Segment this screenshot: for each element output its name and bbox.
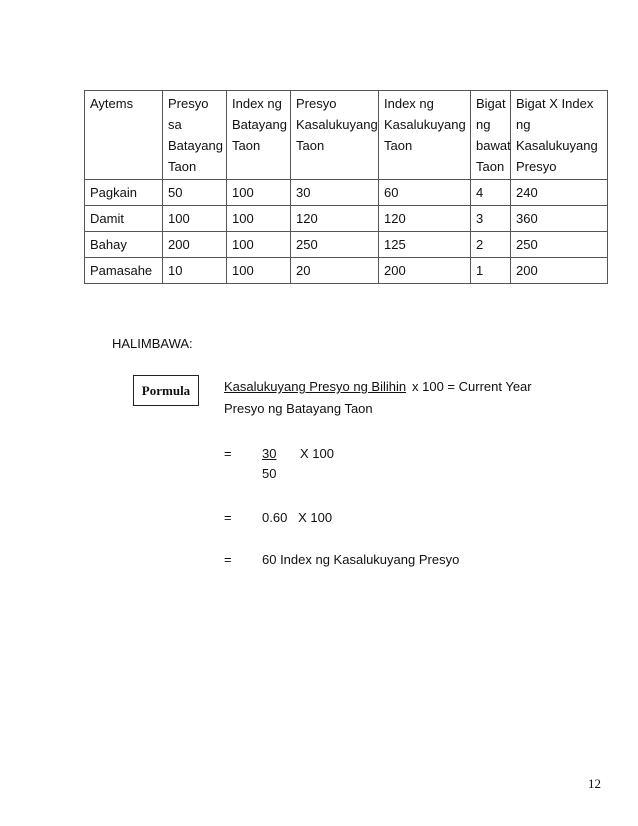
table-cell: 100 — [227, 206, 291, 232]
table-cell: 240 — [511, 180, 608, 206]
table-row — [85, 206, 608, 232]
step1-multiplier: X 100 — [300, 446, 334, 461]
table-cell: 200 — [379, 258, 471, 284]
table-cell: 100 — [227, 232, 291, 258]
table-cell: Pagkain — [85, 180, 163, 206]
example-heading: HALIMBAWA: — [112, 336, 193, 351]
table-cell: 360 — [511, 206, 608, 232]
formula-denominator: Presyo ng Batayang Taon — [224, 401, 373, 416]
step3-text: 60 Index ng Kasalukuyang Presyo — [262, 552, 460, 567]
step3-equals: = — [224, 552, 232, 567]
step2-equals: = — [224, 510, 232, 525]
formula-label-box — [133, 375, 199, 406]
table-cell: 250 — [511, 232, 608, 258]
table-cell: 1 — [471, 258, 511, 284]
table-cell: Bahay — [85, 232, 163, 258]
table-cell: Damit — [85, 206, 163, 232]
formula-multiplier: x 100 = Current Year — [412, 379, 532, 394]
table-cell: 30 — [291, 180, 379, 206]
step1-numerator: 30 — [262, 446, 277, 461]
table-cell: 250 — [291, 232, 379, 258]
header-bigat: Bigat ng bawat Taon — [471, 91, 511, 180]
table-cell: 100 — [227, 258, 291, 284]
step1-equals: = — [224, 446, 232, 461]
table-cell: 60 — [379, 180, 471, 206]
table-cell: 10 — [163, 258, 227, 284]
table-cell: 100 — [163, 206, 227, 232]
header-bigat-x-index: Bigat X Index ng Kasalukuyang Presyo — [511, 91, 608, 180]
header-index-kasalukuyang: Index ng Kasalukuyang Taon — [379, 91, 471, 180]
table-header-row — [85, 91, 608, 180]
table-cell: Pamasahe — [85, 258, 163, 284]
table-cell: 125 — [379, 232, 471, 258]
table-cell: 200 — [511, 258, 608, 284]
header-presyo-kasalukuyang: Presyo Kasalukuyang Taon — [291, 91, 379, 180]
table-cell: 120 — [291, 206, 379, 232]
table-cell: 50 — [163, 180, 227, 206]
table-row — [85, 180, 608, 206]
table-row — [85, 232, 608, 258]
table-cell: 120 — [379, 206, 471, 232]
header-aytems: Aytems — [85, 91, 163, 180]
table-cell: 3 — [471, 206, 511, 232]
step1-denominator: 50 — [262, 466, 277, 481]
table-cell: 2 — [471, 232, 511, 258]
formula-numerator: Kasalukuyang Presyo ng Bilihin — [224, 379, 407, 394]
header-index-batayang: Index ng Batayang Taon — [227, 91, 291, 180]
formula-label: Pormula — [141, 382, 191, 398]
table-cell: 200 — [163, 232, 227, 258]
table-cell: 4 — [471, 180, 511, 206]
step2-text: 0.60 X 100 — [262, 510, 333, 525]
header-presyo-batayang: Presyo sa Batayang Taon — [163, 91, 227, 180]
table-row — [85, 258, 608, 284]
table-cell: 20 — [291, 258, 379, 284]
table-cell: 100 — [227, 180, 291, 206]
price-index-table — [84, 90, 608, 284]
page-number: 12 — [588, 776, 601, 791]
